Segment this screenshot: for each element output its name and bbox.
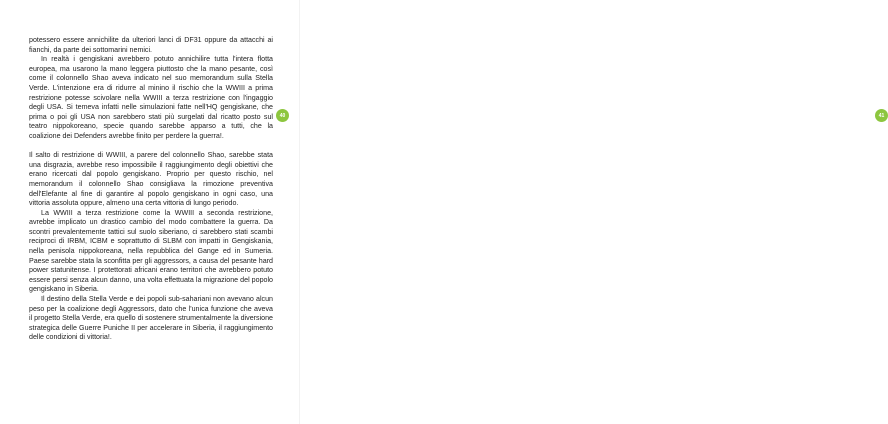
page-number-badge: 40 [276,109,289,122]
body-text [29,36,273,343]
page-number-badge: 41 [875,109,888,122]
paragraph: Il destino della Stella Verde e dei popoli sub-sahariani non avevano alcun peso per la coalizione degli Aggressors, dato che l'unica funzione che aveva il progetto Stella Verde, era quello di sostenere strumentalmente la diversione strategica delle Guerre Puniche II per accelerare in Siberia, il raggiungimento delle condizioni di vittoria!. [29,295,273,342]
right-page [300,0,885,424]
paragraph: Il salto di restrizione di WWIII, a parere del colonnello Shao, sarebbe stata una disgrazia, avrebbe reso impossibile il raggiungimento degli obiettivi che erano ricercati dal popolo gengiskano. Proprio per questo rischio, nel memorandum il colonnello Shao consigliava la rimozione preventiva dell'Elefante al fine di garantire al popolo gengiskano in ogni caso, una vittoria assoluta oppure, almeno una certa vittoria di lungo periodo. [29,151,273,208]
paragraph: In realtà i gengiskani avrebbero potuto annichilire tutta l'intera flotta europea, ma usarono la mano leggera piuttosto che la mano pesante, così come il colonnello Shao aveva indicato nel suo memorandum sulla Stella Verde. L'intenzione era di ridurre al minino il rischio che la WWIII a prima restrizione potesse scivolare nella WWIII a terza restrizione con l'ingaggio degli USA. Si temeva infatti nelle simulazioni fatte nell'HQ gengiskane, che prima o poi gli USA non sarebbero stati più surgelati dal ricatto posto sul teatro nippokoreano, specie quando sarebbe apparso a tutti, che la coalizione dei Defenders avrebbe finito per perdere la guerra!. [29,55,273,140]
left-page [0,0,300,424]
paragraph: La WWIII a terza restrizione come la WWIII a seconda restrizione, avrebbe implicato un drastico cambio del modo combattere la guerra. Da scontri prevalentemente tattici sul suolo siberiano, ci sarebbero stati scambi reciproci di IRBM, ICBM e soprattutto di SLBM con impatti in Gengiskania, nella penisola nippokoreana, nella repubblica del Gange ed in Sumeria. Paese sarebbe stata la sconfitta per gli aggressors, a causa del pesante hard power statunitense. I protettorati africani erano territori che avrebbero potuto essere persi senza alcun danno, una volta effettuata la migrazione del popolo gengiskano in Siberia. [29,208,273,294]
paragraph: potessero essere annichilite da ulteriori lanci di DF31 oppure da attacchi ai fianchi, da parte dei sottomarini nemici. [29,36,273,54]
